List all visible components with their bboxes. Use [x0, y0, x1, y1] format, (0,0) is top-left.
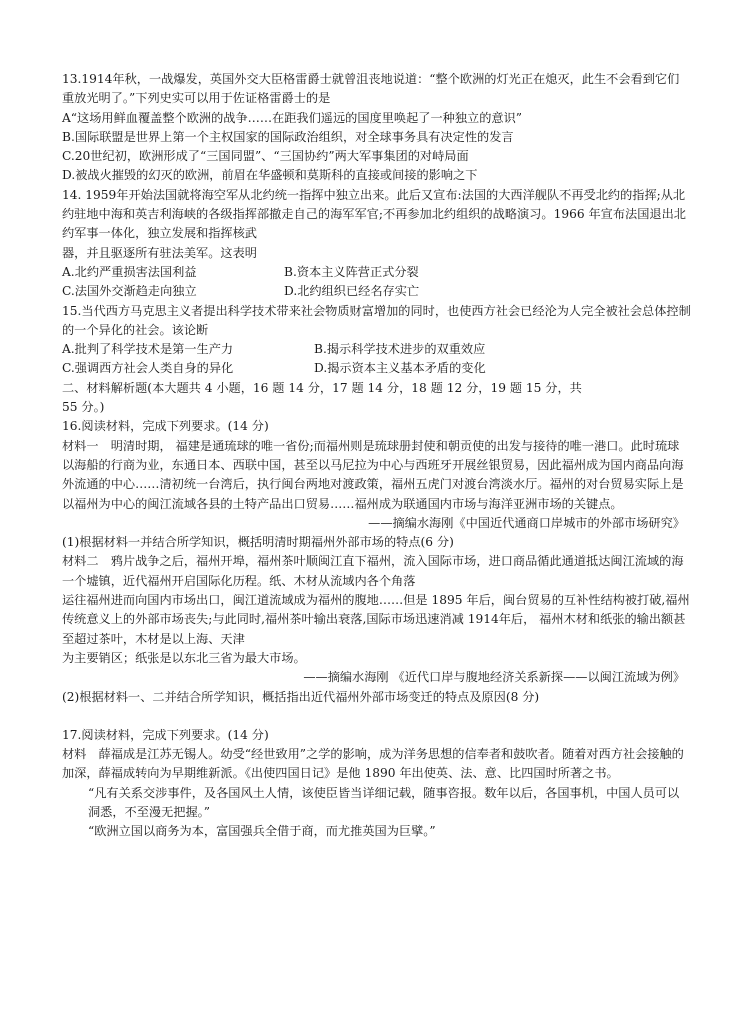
- q16-source-1: ——摘编水海刚《中国近代通商口岸城市的外部市场研究》: [368, 515, 685, 530]
- q13-option-a: A“这场用鲜血覆盖整个欧洲的战争……在距我们遥远的国度里唤起了一种独立的意识”: [62, 110, 523, 125]
- q17-title: 17.阅读材料，完成下列要求。(14 分): [62, 727, 269, 742]
- q16-material-2-b: 运往福州进而向国内市场出口，闽江道流域成为福州的腹地……但是 1895 年后，闽台贸易的互补性结构被打破,福州传统意义上的外部市场丧失;与此同时,福州茶叶输出衰落,国际市场迅速消减 1914年后， 福州木材和纸张的输出额甚至超过茶叶，木材是以上海、天津: [62, 593, 690, 646]
- q16-title: 16.阅读材料，完成下列要求。(14 分): [62, 419, 269, 434]
- q14-option-a: A.北约严重损害法国利益: [62, 264, 197, 279]
- q17-material: 材料 薛福成是江苏无锡人。幼受“经世致用”之学的影响，成为洋务思想的信奉者和鼓吹者。随着对西方社会接触的加深，薛福成转向为早期维新派。《出使四国日记》是他 1890 年出使英、法、意、比四国时所著之书。: [62, 747, 684, 781]
- q16-source-2: ——摘编水海刚 《近代口岸与腹地经济关系新探——以闽江流域为例》: [303, 670, 685, 685]
- q14-stem-end: 器，并且驱逐所有驻法美军。这表明: [62, 245, 257, 260]
- q13-option-d: D.被战火摧毁的幻灭的欧洲，前眉在华盛顿和莫斯科的直接或间接的影响之下: [62, 168, 478, 183]
- q14-option-c: C.法国外交渐趋走向独立: [62, 284, 197, 299]
- section2-heading: 二、材料解析题(本大题共 4 小题，16 题 14 分，17 题 14 分，18 题 12 分，19 题 15 分，共: [62, 380, 582, 395]
- q15-options-row-2: [62, 359, 691, 378]
- q15-stem: 15.当代西方马克思主义者提出科学技术带来社会物质财富增加的同时，也使西方社会已经沦为人完全被社会总体控制的一个异化的社会。该论断: [62, 303, 691, 337]
- q16-requirement-1: (1)根据材料一并结合所学知识，概括明清时期福州外部市场的特点(6 分): [62, 535, 454, 550]
- q15-options-row-1: [62, 340, 691, 359]
- q15-option-d: D.揭示资本主义基本矛盾的变化: [314, 361, 486, 376]
- q16-material-2-c: 为主要销区；纸张是以东北三省为最大市场。: [62, 650, 306, 665]
- q13-option-b: B.国际联盟是世界上第一个主权国家的国际政治组织，对全球事务具有决定性的发言: [62, 129, 514, 144]
- q13-stem: 13.1914年秋，一战爆发，英国外交大臣格雷爵士就曾沮丧地说道：“整个欧洲的灯光正在熄灭，此生不会看到它们重放光明了。”下列史实可以用于佐证格雷爵士的是: [62, 72, 680, 106]
- q15-option-a: A.批判了科学技术是第一生产力: [62, 342, 234, 357]
- section2-heading-end: 55 分。): [62, 400, 105, 415]
- q17-quote-2: “欧洲立国以商务为本，富国强兵全借于商，而尤推英国为巨擘。”: [88, 824, 436, 839]
- q14-option-d: D.北约组织已经名存实亡: [284, 284, 420, 299]
- q14-option-b: B.资本主义阵营正式分裂: [284, 264, 419, 279]
- q15-option-b: B.揭示科学技术进步的双重效应: [314, 342, 486, 357]
- q16-material-1: 材料一 明清时期， 福建是通琉球的唯一省份;而福州则是琉球册封使和朝贡使的出发与接待的唯一港口。此时琉球以海船的行商为业，东通日本、西联中国，甚至以马尼拉为中心与西班牙开展丝银贸易，因此福州成为国内商品向海外流通的中心……清初统一台湾后，执行闽台两地对渡政策，福州五虎门对渡台湾淡水厅。福州的对台贸易实际上是以福州为中心的闽江流域各县的土特产品出口贸易……福州成为联通国内市场与海洋亚洲市场的关键点。: [62, 438, 684, 511]
- spacer: [62, 707, 691, 726]
- q15-option-c: C.强调西方社会人类自身的异化: [62, 361, 234, 376]
- q13-option-c: C.20世纪初，欧洲形成了“三国同盟”、“三国协约”两大军事集团的对峙局面: [62, 149, 469, 164]
- q14-options-row-1: [62, 263, 691, 282]
- q14-stem: 14. 1959年开始法国就将海空军从北约统一指挥中独立出来。此后又宣布:法国的大西洋舰队不再受北约的指挥;从北约驻地中海和英吉利海峡的各级指挥部撤走自己的海军军官;不再参加北约组织的战略演习。1966 年宣布法国退出北约军事一体化，独立发展和指挥核武: [62, 187, 686, 241]
- q16-requirement-2: (2)根据材料一、二并结合所学知识，概括指出近代福州外部市场变迁的特点及原因(8 分): [62, 689, 540, 704]
- q14-options-row-2: [62, 282, 691, 301]
- q16-material-2-a: 材料二 鸦片战争之后，福州开埠，福州茶叶顺闽江直下福州，流入国际市场，进口商品循此通道抵达闽江流域的海一个墟镇，近代福州开启国际化历程。纸、木材从流域内各个角落: [62, 554, 684, 588]
- q17-quote-1: “凡有关系交涉事件，及各国风土人情，该使臣皆当详细记载，随事咨报。数年以后，各国事机，中国人员可以洞悉，不至漫无把握。”: [88, 785, 680, 819]
